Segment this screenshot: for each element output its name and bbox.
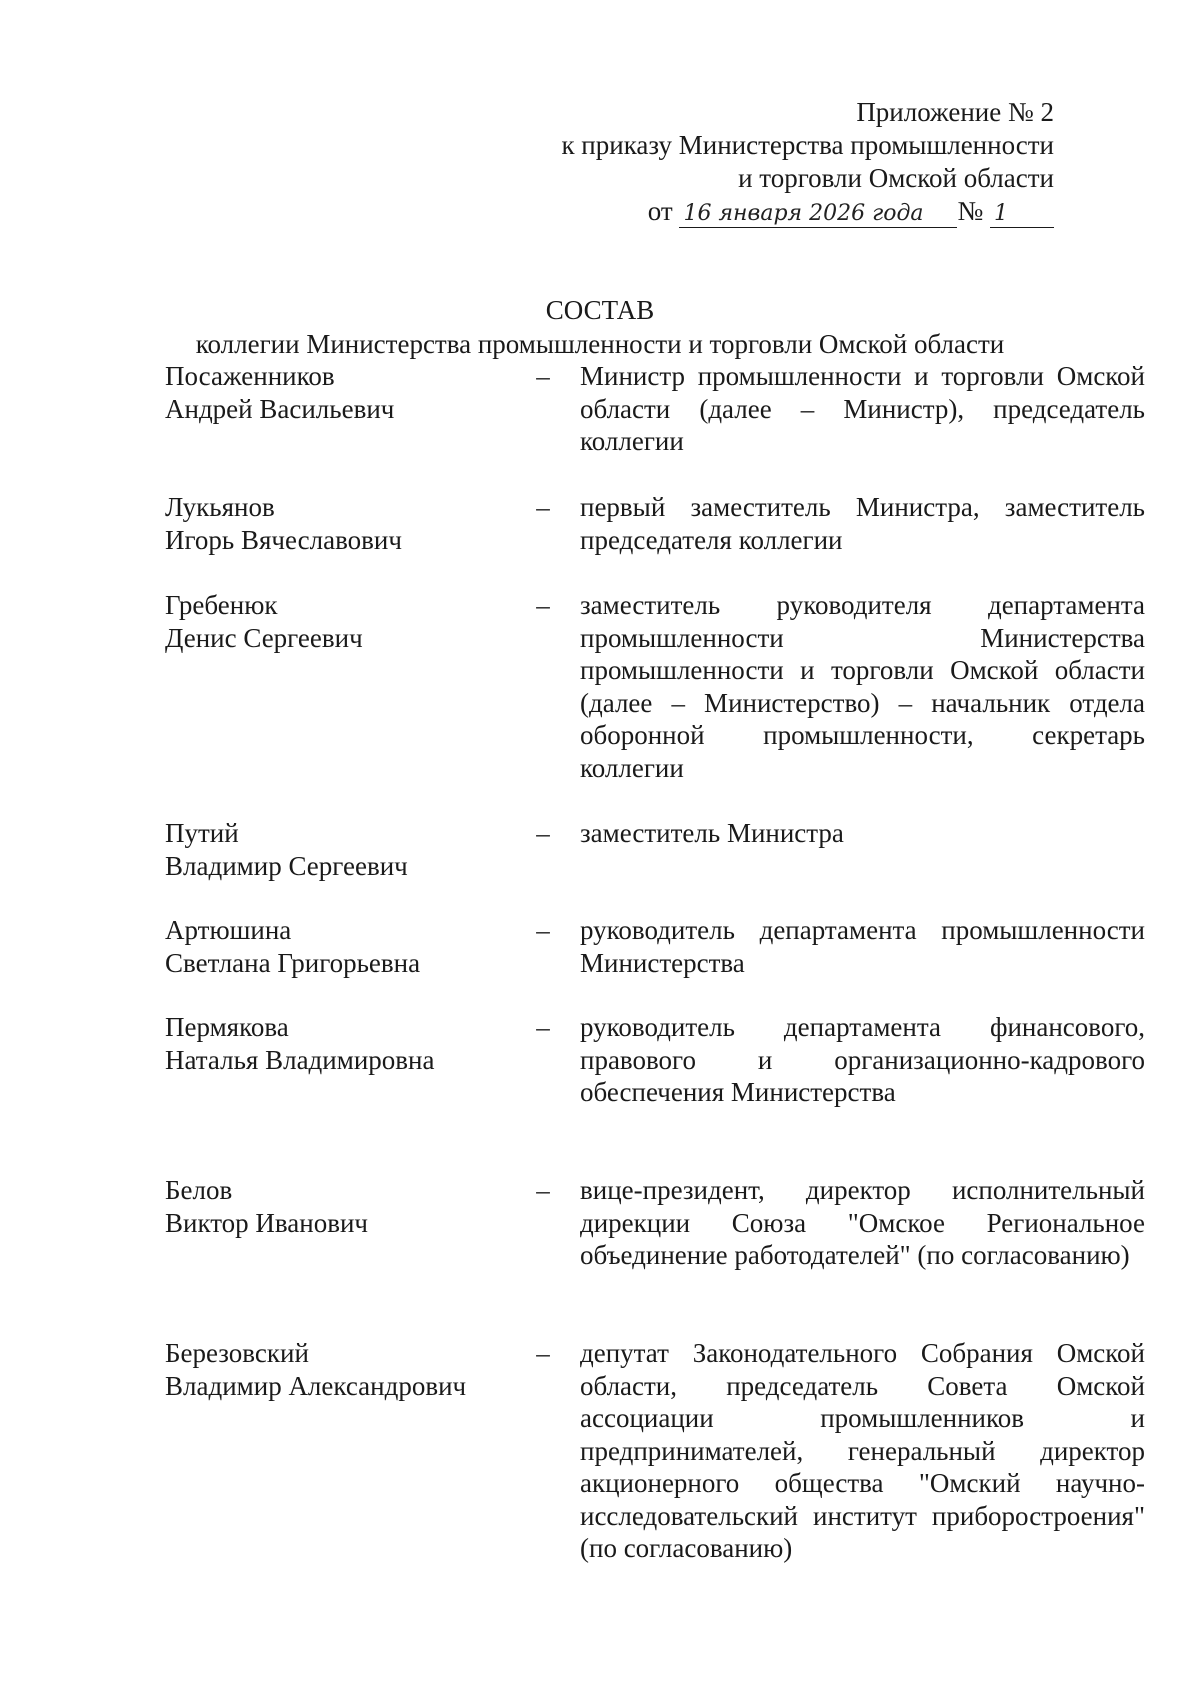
member-role: депутат Законодательного Собрания Омской области, председатель Совета Омской ассоциации промышленников и предпринимателей, генеральный директор акционерного общества "Омский научно-исследовательский институт приборостроения" (по согласованию) — [580, 1338, 1145, 1563]
member-name — [165, 1011, 525, 1076]
member-surname: Посаженников — [165, 361, 335, 391]
member-name — [165, 360, 525, 425]
handwritten-date: 16 января 2026 года — [679, 201, 957, 228]
member-given-names: Владимир Александрович — [165, 1370, 467, 1401]
member-surname: Артюшина — [165, 915, 292, 945]
member-role: первый заместитель Министра, заместитель председателя коллегии — [580, 492, 1145, 555]
member-name — [165, 491, 525, 556]
handwritten-number: 1 — [990, 201, 1054, 228]
separator-dash: – — [536, 361, 550, 391]
member-given-names: Светлана Григорьевна — [165, 947, 421, 978]
appendix-number: Приложение № 2 — [856, 97, 1054, 127]
appendix-header — [561, 96, 1054, 228]
member-role: заместитель Министра — [580, 818, 844, 848]
member-surname: Гребенюк — [165, 590, 278, 620]
number-label: № — [957, 196, 984, 226]
separator-dash: – — [536, 915, 550, 945]
member-name — [165, 589, 525, 654]
member-role: вице-президент, директор исполнительный дирекции Союза "Омское Региональное объединение работодателей" (по согласованию) — [580, 1175, 1145, 1270]
separator-dash: – — [536, 818, 550, 848]
member-name — [165, 914, 525, 979]
from-label: от — [647, 196, 673, 226]
member-given-names: Денис Сергеевич — [165, 622, 363, 653]
member-given-names: Игорь Вячеславович — [165, 524, 402, 555]
member-surname: Лукьянов — [165, 492, 275, 522]
member-surname: Березовский — [165, 1338, 309, 1368]
member-surname: Белов — [165, 1175, 233, 1205]
separator-dash: – — [536, 1338, 550, 1368]
member-name — [165, 1174, 525, 1239]
member-role: Министр промышленности и торговли Омской области (далее – Министр), председатель коллегии — [580, 361, 1145, 456]
member-given-names: Владимир Сергеевич — [165, 850, 408, 881]
document-subtitle: коллегии Министерства промышленности и торговли Омской области — [195, 329, 1005, 359]
member-role: руководитель департамента промышленности Министерства — [580, 915, 1145, 978]
separator-dash: – — [536, 1175, 550, 1205]
member-role: руководитель департамента финансового, правового и организационно-кадрового обеспечения Министерства — [580, 1012, 1145, 1107]
member-given-names: Наталья Владимировна — [165, 1044, 435, 1075]
separator-dash: – — [536, 1012, 550, 1042]
member-name — [165, 1337, 525, 1402]
member-name — [165, 817, 525, 882]
member-given-names: Виктор Иванович — [165, 1207, 369, 1238]
member-role: заместитель руководителя департамента промышленности Министерства промышленности и торговли Омской области (далее – Министерство) – начальник отдела оборонной промышленности, секретарь коллегии — [580, 590, 1145, 783]
member-given-names: Андрей Васильевич — [165, 393, 395, 424]
order-date-line — [561, 195, 1054, 228]
separator-dash: – — [536, 590, 550, 620]
ministry-name: и торговли Омской области — [738, 163, 1054, 193]
member-surname: Путий — [165, 818, 239, 848]
member-surname: Пермякова — [165, 1012, 289, 1042]
separator-dash: – — [536, 492, 550, 522]
document-title: СОСТАВ — [545, 295, 655, 325]
order-reference: к приказу Министерства промышленности — [561, 130, 1054, 160]
